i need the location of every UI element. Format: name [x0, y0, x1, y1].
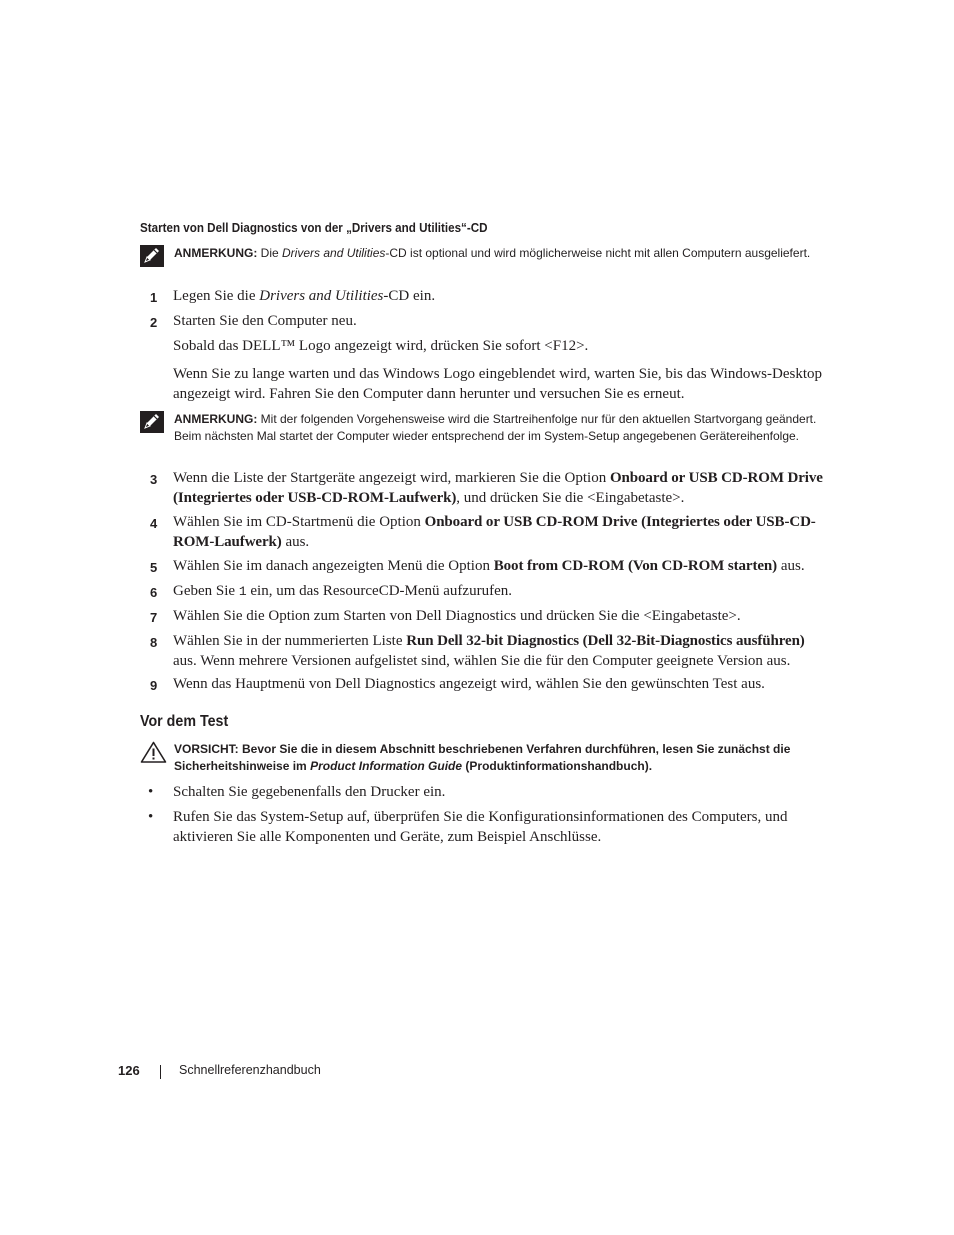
caution-label: VORSICHT: — [174, 742, 239, 756]
step-text-post: , und drücken Sie die <Eingabetaste>. — [456, 489, 685, 506]
subheading: Vor dem Test — [140, 713, 229, 730]
step-text-pre: Wählen Sie in der nummerierten Liste — [173, 633, 407, 649]
step-number: 9 — [150, 678, 158, 693]
step-number: 1 — [150, 290, 158, 305]
note-text — [174, 245, 820, 262]
caution-text-italic: Product Information Guide — [310, 759, 463, 773]
step-text-pre: Legen Sie die — [173, 288, 260, 304]
bullet-marker: • — [148, 784, 154, 800]
step-text-post: aus. Wenn mehrere Versionen aufgelistet sind, wählen Sie die für den Computer geeignete Version aus. — [173, 652, 791, 669]
step-text — [173, 513, 830, 552]
list-item — [140, 557, 830, 577]
note-box — [140, 245, 820, 262]
page-number: 126 — [118, 1063, 140, 1078]
footer-divider — [160, 1065, 161, 1079]
step-text-pre: Wählen Sie im danach angezeigten Menü die Option — [173, 558, 494, 574]
warning-triangle-icon — [140, 741, 167, 763]
step-text-pre: Geben Sie — [173, 583, 239, 599]
step-number: 5 — [150, 560, 158, 575]
step-text-post: -CD ein. — [383, 288, 436, 304]
note-text-post: -CD ist optional und wird möglicherweise nicht mit allen Computern ausgeliefert. — [385, 246, 811, 260]
step-text: Starten Sie den Computer neu. — [173, 313, 357, 329]
list-item — [140, 632, 830, 671]
step-number: 3 — [150, 472, 158, 487]
step-text-post: aus. — [281, 533, 310, 550]
list-item — [140, 312, 830, 332]
pencil-note-icon — [140, 411, 164, 433]
caution-text-pre: Bevor Sie die in diesem Abschnitt beschriebenen Verfahren durchführen, lesen Sie zunächst die Sicherheitshinweise im — [174, 742, 791, 773]
section-heading: Starten von Dell Diagnostics von der „Drivers and Utilities“-CD — [140, 221, 488, 235]
step-text: Wählen Sie die Option zum Starten von Dell Diagnostics und drücken Sie die <Eingabetaste>. — [173, 608, 741, 624]
bullet-item — [140, 783, 830, 803]
step-text — [173, 632, 830, 671]
step-text — [173, 557, 830, 577]
step-number: 6 — [150, 585, 158, 600]
caution-text-post: (Produktinformationshandbuch). — [462, 759, 653, 773]
step-text-post: ein, um das ResourceCD-Menü aufzurufen. — [246, 583, 512, 599]
step-text-bold: Run Dell 32-bit Diagnostics (Dell 32-Bit-Diagnostics ausführen) — [406, 633, 805, 649]
step-text-code: 1 — [238, 584, 247, 599]
step-text-bold: Boot from CD-ROM (Von CD-ROM starten) — [493, 558, 778, 574]
list-item — [140, 582, 830, 602]
bullet-text: Schalten Sie gegebenenfalls den Drucker ein. — [173, 784, 446, 800]
list-item — [140, 469, 830, 508]
step-text-bold: Onboard or USB CD-ROM Drive (Integriertes oder USB-CD-ROM-Laufwerk) — [173, 514, 816, 550]
list-item — [140, 675, 830, 695]
step-number: 7 — [150, 610, 158, 625]
step-text-post: aus. — [777, 558, 805, 574]
step-number: 2 — [150, 315, 158, 330]
step-number: 8 — [150, 635, 158, 650]
list-item — [140, 513, 830, 552]
note-text-italic: Drivers and Utilities — [282, 246, 386, 260]
footer-title: Schnellreferenzhandbuch — [179, 1063, 321, 1077]
note-text-body: Mit der folgenden Vorgehensweise wird die Startreihenfolge nur für den aktuellen Startvorgang geändert. Beim nächsten Mal startet der Computer wieder entsprechend der im System-Setup angegebenen Gerätereihenfolge. — [174, 412, 817, 443]
list-item — [140, 287, 830, 307]
step-text-bold: Onboard or USB CD-ROM Drive (Integriertes oder USB-CD-ROM-Laufwerk) — [173, 470, 823, 506]
caution-box — [140, 741, 820, 775]
step-text — [173, 287, 830, 307]
step-text — [173, 469, 830, 508]
note-text-pre: Die — [260, 246, 283, 260]
note-text — [174, 411, 820, 445]
list-item — [140, 607, 830, 627]
bullet-marker: • — [148, 809, 154, 825]
step-text-pre: Wenn die Liste der Startgeräte angezeigt wird, markieren Sie die Option — [173, 470, 610, 486]
note-box — [140, 411, 820, 445]
paragraph: Sobald das DELL™ Logo angezeigt wird, drücken Sie sofort <F12>. — [173, 338, 589, 354]
paragraph: Wenn Sie zu lange warten und das Windows Logo eingeblendet wird, warten Sie, bis das Windows-Desktop angezeigt wird. Fahren Sie den Computer dann herunter und versuchen Sie es erneut. — [173, 366, 822, 402]
step-number: 4 — [150, 516, 158, 531]
caution-text — [174, 741, 820, 775]
bullet-text: Rufen Sie das System-Setup auf, überprüfen Sie die Konfigurationsinformationen des Computers, und aktivieren Sie alle Komponenten und Geräte, zum Beispiel Anschlüsse. — [173, 809, 788, 845]
note-label: ANMERKUNG: — [174, 246, 258, 260]
step-text-pre: Wählen Sie im CD-Startmenü die Option — [173, 514, 425, 530]
pencil-note-icon — [140, 245, 164, 267]
step-text-italic: Drivers and Utilities — [259, 288, 384, 304]
note-label: ANMERKUNG: — [174, 412, 258, 426]
step-text: Wenn das Hauptmenü von Dell Diagnostics angezeigt wird, wählen Sie den gewünschten Test aus. — [173, 676, 765, 692]
step-text — [173, 582, 830, 602]
bullet-item — [140, 808, 830, 847]
